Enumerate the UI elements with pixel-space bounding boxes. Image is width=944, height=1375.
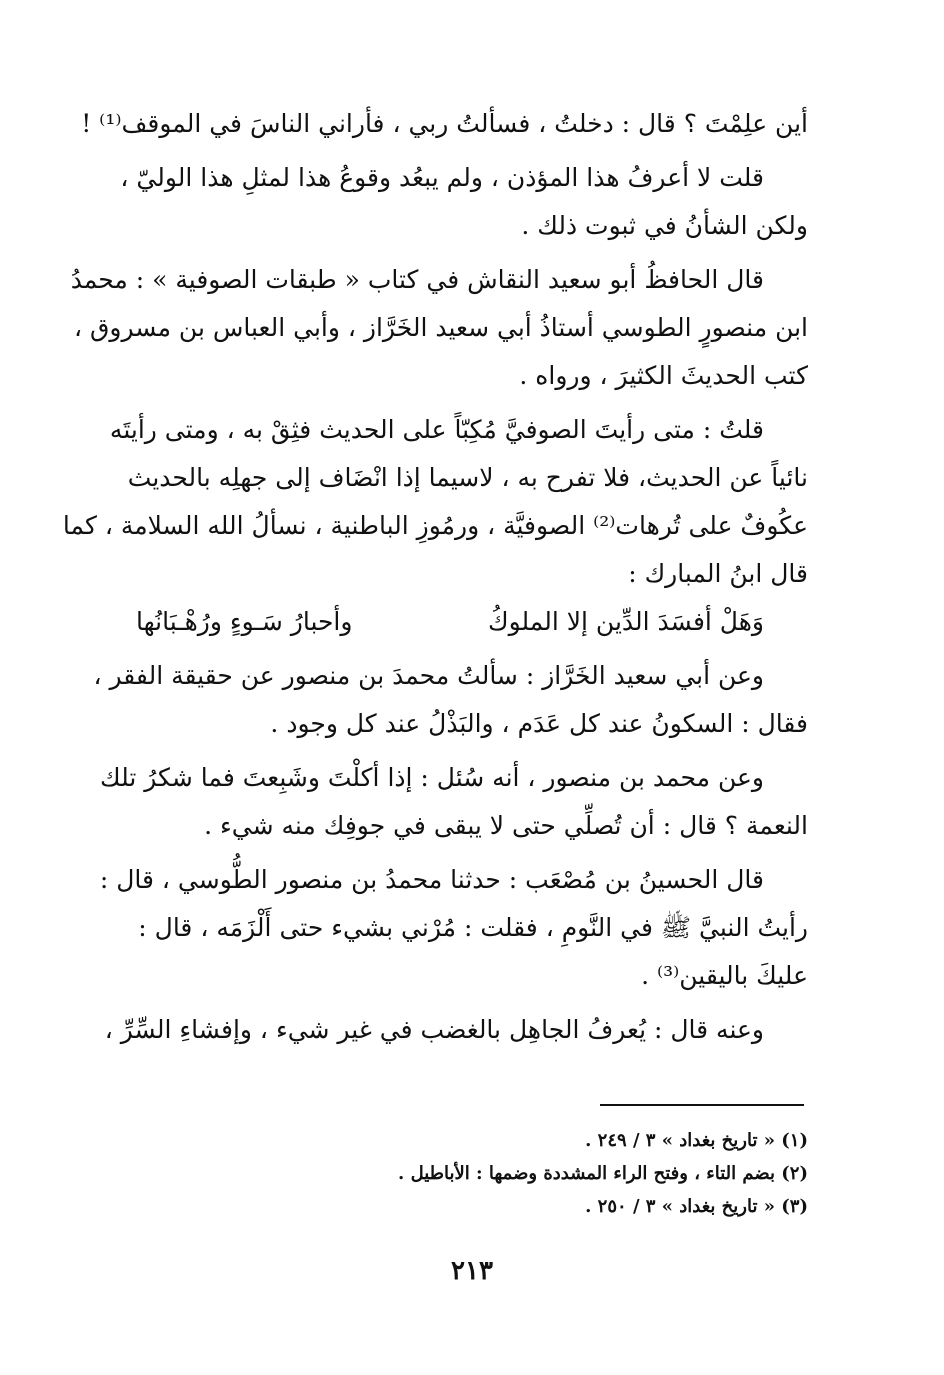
text-line: عليكَ باليقين⁽³⁾ .: [641, 961, 808, 990]
paragraph-1: [81, 100, 808, 148]
text-line: قال الحسينُ بن مُصْعَب : حدثنا محمدُ بن منصور الطُّوسي ، قال :: [99, 865, 764, 894]
text-line: وعن محمد بن منصور ، أنه سُئل : إذا أكلْتَ وشَبِعتَ فما شكرُ تلك: [100, 763, 764, 792]
footnote-divider: [600, 1104, 804, 1106]
text-line: عكُوفٌ على تُرهات⁽²⁾ الصوفيَّة ، ورمُوزِ الباطنية ، نسألُ الله السلامة ، كما: [62, 511, 808, 540]
footnotes: [136, 1124, 808, 1223]
verse-second-hemistich: وأحبارُ سَـوءٍ ورُهْـبَانُها: [136, 607, 353, 636]
text-line: قلتُ : متى رأيتَ الصوفيَّ مُكِبّاً على الحديث فثِقْ به ، ومتى رأيتَه: [109, 415, 764, 444]
text-line: قلت لا أعرفُ هذا المؤذن ، ولم يبعُد وقوعُ هذا لمثلِ هذا الوليّ ،: [120, 163, 764, 192]
paragraph-5: [93, 652, 808, 748]
text-line: قال ابنُ المبارك :: [628, 559, 808, 588]
text-line: قال الحافظُ أبو سعيد النقاش في كتاب « طبقات الصوفية » : محمدُ: [70, 265, 764, 294]
paragraph-7: [99, 856, 808, 1000]
text-line: النعمة ؟ قال : أن تُصلِّي حتى لا يبقى في جوفِك منه شيء .: [204, 811, 808, 840]
text-line: رأيتُ النبيَّ ﷺ في النَّومِ ، فقلت : مُرْني بشيء حتى أَلْزَمَه ، قال :: [138, 913, 808, 942]
text-line: نائياً عن الحديث، فلا تفرح به ، لاسيما إذا انْضَاف إلى جهلِه بالحديث: [127, 463, 808, 492]
text-line: ابن منصورٍ الطوسي أستاذُ أبي سعيد الخَرَّاز ، وأبي العباس بن مسروق ،: [74, 313, 808, 342]
text-line: ولكن الشأنُ في ثبوت ذلك .: [521, 211, 808, 240]
page-number: ٢١٣: [451, 1256, 493, 1286]
paragraph-8: [104, 1006, 808, 1054]
text-line: وعنه قال : يُعرفُ الجاهِل بالغضب في غير شيء ، وإفشاءِ السِّرِّ ،: [104, 1015, 764, 1044]
paragraph-2: [120, 154, 808, 250]
text-line: كتب الحديثَ الكثيرَ ، ورواه .: [519, 361, 808, 390]
footnote-3: (٣) « تاريخ بغداد » ٣ / ٢٥٠ .: [585, 1196, 808, 1217]
footnote-1: (١) « تاريخ بغداد » ٣ / ٢٤٩ .: [585, 1130, 808, 1151]
verse-first-hemistich: وَهَلْ أفسَدَ الدِّين إلا الملوكُ: [488, 607, 764, 636]
paragraph-4: [62, 406, 808, 598]
text-line: فقال : السكونُ عند كل عَدَم ، والبَذْلُ عند كل وجود .: [270, 709, 808, 738]
paragraph-6: [100, 754, 808, 850]
text-line: أين علِمْتَ ؟ قال : دخلتُ ، فسألتُ ربي ، فأراني الناسَ في الموقف⁽¹⁾ !: [81, 109, 808, 138]
poetry-verse: [136, 598, 808, 646]
footnote-2: (٢) بضم التاء ، وفتح الراء المشددة وضمها : الأباطيل .: [398, 1163, 808, 1184]
text-line: وعن أبي سعيد الخَرَّاز : سألتُ محمدَ بن منصور عن حقيقة الفقر ،: [93, 661, 764, 690]
paragraph-3: [70, 256, 808, 400]
